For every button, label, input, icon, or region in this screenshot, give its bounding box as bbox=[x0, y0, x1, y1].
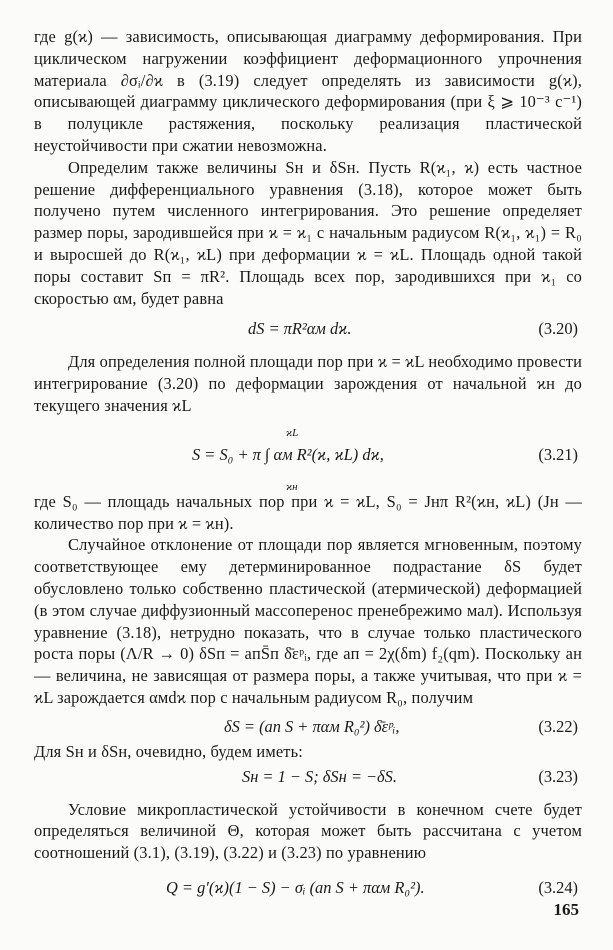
equation-3-24 bbox=[34, 874, 582, 902]
equation-3-22-number: (3.22) bbox=[538, 716, 578, 736]
equation-3-21-body: S = S₀ + π ∫ αм R²(ϰ, ϰL) dϰ, bbox=[192, 444, 384, 464]
paragraph-7: Условие микропластической устойчивости в конечном счете будет определяться величиной Θ, которая может быть рассчитана с учетом соотношений (3.1), (3.19), (3.22) и (3.23) по уравнению bbox=[34, 799, 582, 863]
integral-upper-limit: ϰL bbox=[286, 426, 299, 439]
paragraph-2: Определим также величины Sн и δSн. Пусть R(ϰ₁, ϰ) есть частное решение дифференциального уравнения (3.18), которое может быть получено путем численного интегрирования. Это решение определяет размер поры, зародившейся при ϰ = ϰ₁ с начальным радиусом R(ϰ₁, ϰ₁) = R₀ и выросшей до R(ϰ₁, ϰL) при деформации ϰ = ϰL. Площадь одной такой поры составит Sп = πR². Площадь всех пор, зародившихся при ϰ₁ со скоростью αм, будет равна bbox=[34, 157, 582, 308]
equation-3-21-number: (3.21) bbox=[538, 444, 578, 464]
equation-3-21 bbox=[34, 417, 582, 491]
page-number: 165 bbox=[553, 900, 579, 919]
equation-3-23-body: Sн = 1 − S; δSн = −δS. bbox=[242, 766, 397, 786]
equation-3-24-number: (3.24) bbox=[538, 877, 578, 897]
equation-3-20-body: dS = πR²αм dϰ. bbox=[248, 319, 352, 339]
equation-3-20 bbox=[34, 315, 582, 343]
integral-lower-limit: ϰн bbox=[286, 480, 298, 493]
equation-3-23 bbox=[34, 763, 582, 791]
page-body bbox=[34, 26, 582, 902]
paragraph-6: Для Sн и δSн, очевидно, будем иметь: bbox=[34, 741, 303, 761]
paragraph-5: Случайное отклонение от площади пор является мгновенным, поэтому соответствующее ему детерминированное подрастание δS будет обусловлено только собственно пластической (атермической) деформацией (в этом случае диффузионный массоперенос пренебрежимо мал). Используя уравнение (3.18), нетрудно показать, что в случае только пластического роста поры (Λ/R → 0) δSп = aпS̄п δ̄εᵖᵢ, где aп = 2χ(δm) f₂(qm). Поскольку aн — величина, не зависящая от размера поры, а также учитывая, что при ϰ = ϰL зарождается αмdϰ пор с начальным радиусом R₀, получим bbox=[34, 535, 582, 707]
equation-3-22 bbox=[34, 713, 582, 741]
paragraph-3: Для определения полной площади пор при ϰ = ϰL необходимо провести интегрирование (3.20) по деформации зарождения от начальной ϰн до текущего значения ϰL bbox=[34, 352, 582, 415]
equation-3-24-body: Q = g′(ϰ)(1 − S) − σᵢ (aп S + παм R₀²). bbox=[166, 877, 425, 897]
equation-3-22-body: δS = (aп S + παм R₀²) δ̄εᵖᵢ, bbox=[224, 716, 400, 736]
paragraph-4: где S₀ — площадь начальных пор при ϰ = ϰL, S₀ = Jнπ R²(ϰн, ϰL) (Jн — количество пор при ϰ = ϰн). bbox=[34, 491, 582, 533]
equation-3-20-number: (3.20) bbox=[538, 319, 578, 339]
equation-3-23-number: (3.23) bbox=[538, 766, 578, 786]
paragraph-1: где g(ϰ) — зависимость, описывающая диаграмму деформирования. При циклическом нагружении коэффициент деформационного упрочнения материала ∂σᵢ/∂ϰ в (3.19) следует определять из зависимости g(ϰ), описывающей диаграмму циклического деформирования (при ξ ⩾ 10⁻³ с⁻¹) в полуцикле растяжения, поскольку реализация пластической неустойчивости при сжатии невозможна. bbox=[34, 27, 582, 155]
